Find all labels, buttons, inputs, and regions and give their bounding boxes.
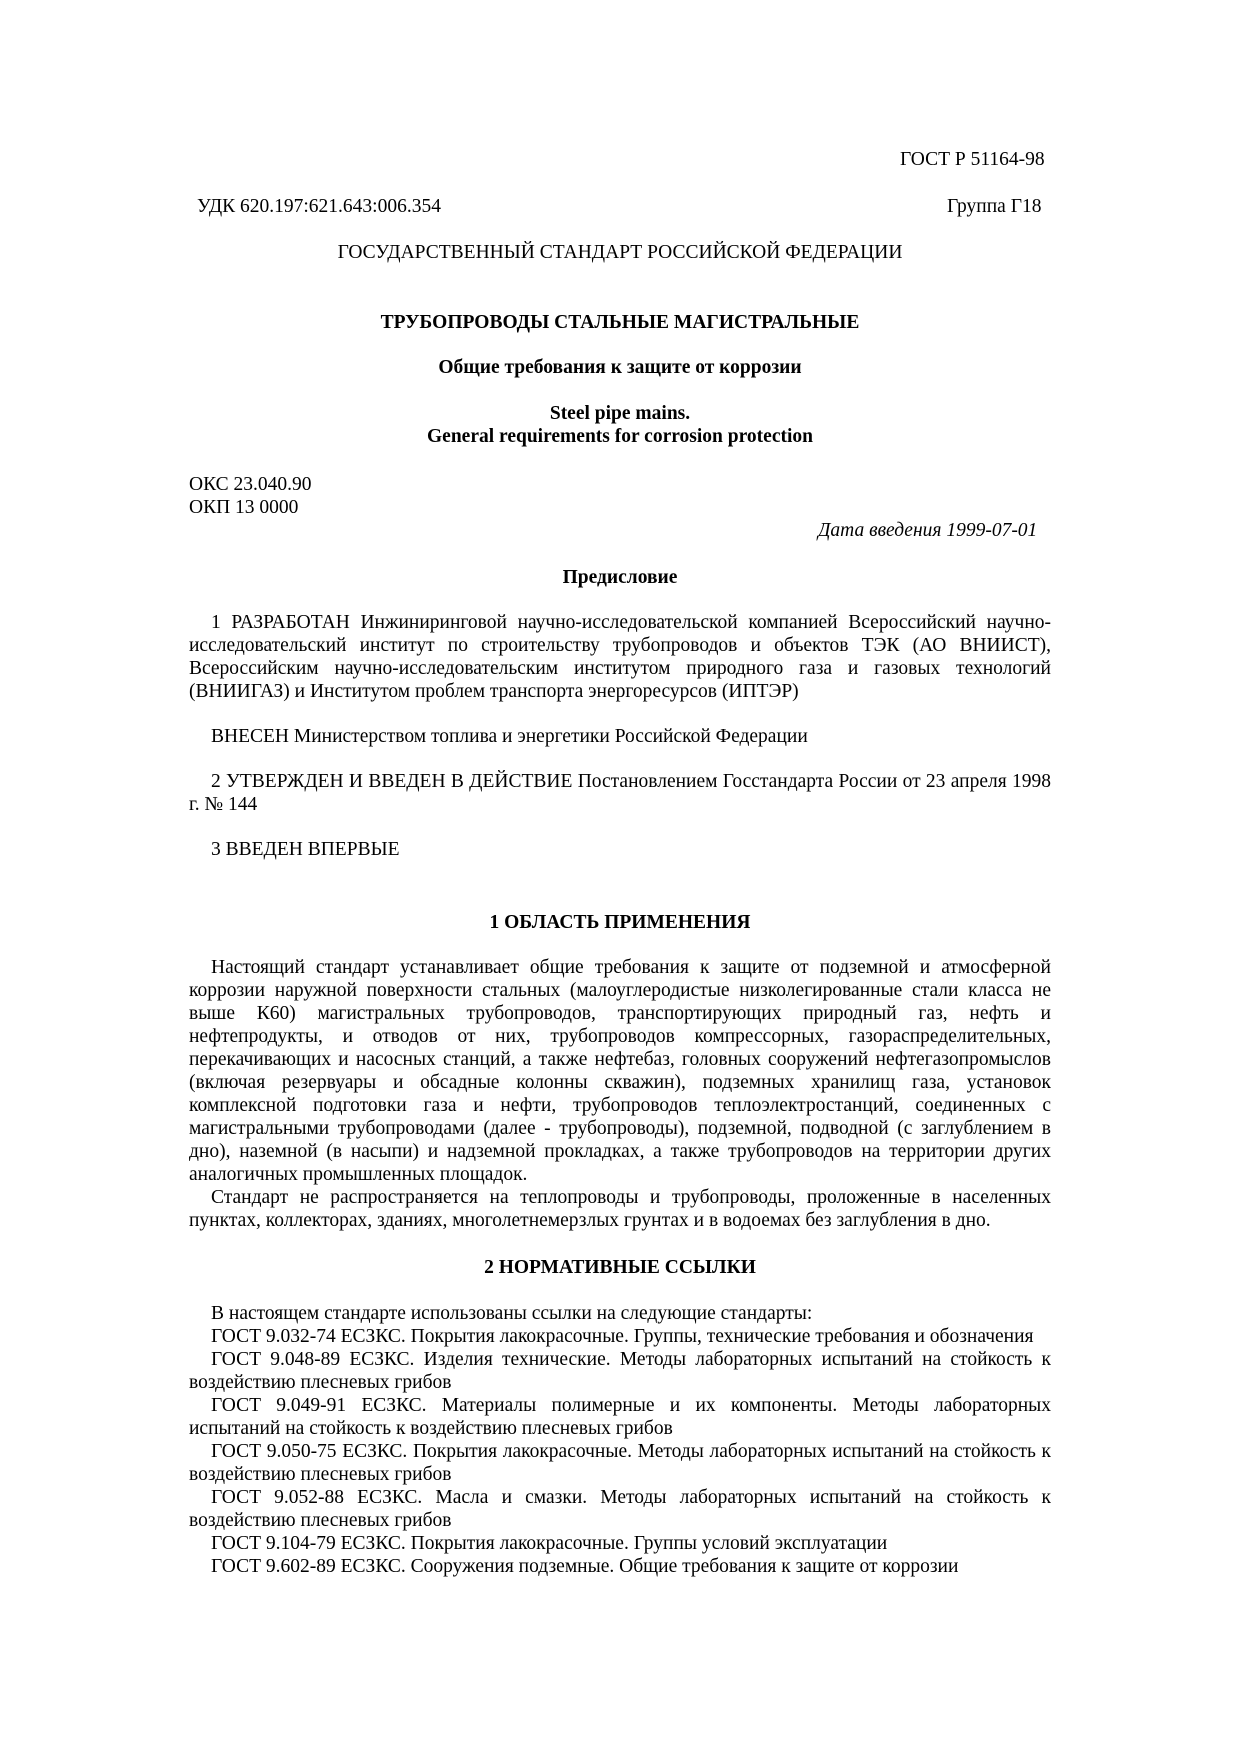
preface-body (189, 611, 1051, 861)
main-title: ТРУБОПРОВОДЫ СТАЛЬНЫЕ МАГИСТРАЛЬНЫЕ (380, 312, 860, 333)
standard-title: ГОСУДАРСТВЕННЫЙ СТАНДАРТ РОССИЙСКОЙ ФЕДЕРАЦИИ (337, 242, 903, 263)
preface-paragraph-approved: 2 УТВЕРЖДЕН И ВВЕДЕН В ДЕЙСТВИЕ Постановлением Госстандарта России от 23 апреля 1998 г. № 144 (189, 771, 1051, 815)
reference-item: ГОСТ 9.032-74 ЕСЗКС. Покрытия лакокрасочные. Группы, технические требования и обозначения (211, 1326, 1034, 1347)
section1-paragraph-scope: Настоящий стандарт устанавливает общие требования к защите от подземной и атмосферной коррозии наружной поверхности стальных (малоуглеродистые низколегированные стали класса не выше К60) магистральных трубопроводов, транспортирующих природный газ, нефть и нефтепродукты, и отводов от них, трубопроводов компрессорных, газораспределительных, перекачивающих и насосных станций, а также нефтебаз, головных сооружений нефтегазопромыслов (включая резервуары и обсадные колонны скважин), подземных хранилищ газа, установок комплексной подготовки газа и нефти, трубопроводов теплоэлектростанций, соединенных с магистральными трубопроводами (далее - трубопроводы), подземной, подводной (с заглублением в дно), наземной (в насыпи) и надземной прокладках, а также трубопроводов на территории других аналогичных промышленных площадок. (189, 957, 1051, 1185)
preface-paragraph-developed: 1 РАЗРАБОТАН Инжиниринговой научно-исследовательской компанией Всероссийский научно-исследовательский институт по строительству трубопроводов и объектов ТЭК (АО ВНИИСТ), Всероссийским научно-исследовательским институтом природного газа и газовых технологий (ВНИИГАЗ) и Институтом проблем транспорта энергоресурсов (ИПТЭР) (189, 612, 1051, 702)
preface-paragraph-first-introduced: 3 ВВЕДЕН ВПЕРВЫЕ (211, 839, 400, 860)
reference-item: ГОСТ 9.049-91 ЕСЗКС. Материалы полимерные и их компоненты. Методы лабораторных испытаний на стойкость к воздействию плесневых грибов (189, 1395, 1051, 1439)
preface-paragraph-submitted: ВНЕСЕН Министерством топлива и энергетики Российской Федерации (211, 726, 808, 747)
reference-item: ГОСТ 9.050-75 ЕСЗКС. Покрытия лакокрасочные. Методы лабораторных испытаний на стойкость к воздействию плесневых грибов (189, 1441, 1051, 1485)
subtitle-en-line1: Steel pipe mains. (549, 403, 691, 424)
reference-item: ГОСТ 9.602-89 ЕСЗКС. Сооружения подземные. Общие требования к защите от коррозии (211, 1556, 959, 1577)
okp-code: ОКП 13 0000 (189, 497, 299, 518)
subtitle-en-line2: General requirements for corrosion protection (427, 426, 813, 447)
reference-item: ГОСТ 9.052-88 ЕСЗКС. Масла и смазки. Методы лабораторных испытаний на стойкость к воздействию плесневых грибов (189, 1487, 1051, 1531)
group-code: Группа Г18 (947, 196, 1042, 217)
subtitle-ru: Общие требования к защите от коррозии (438, 357, 802, 378)
section1-paragraph-exclusions: Стандарт не распространяется на теплопроводы и трубопроводы, проложенные в населенных пунктах, коллекторах, зданиях, многолетнемерзлых грунтах и в водоемах без заглубления в дно. (189, 1187, 1051, 1231)
section1-body (189, 956, 1051, 1232)
preface-title: Предисловие (562, 567, 678, 588)
section2-title: 2 НОРМАТИВНЫЕ ССЫЛКИ (484, 1257, 756, 1278)
section1-title: 1 ОБЛАСТЬ ПРИМЕНЕНИЯ (489, 912, 751, 933)
reference-item: ГОСТ 9.048-89 ЕСЗКС. Изделия технические. Методы лабораторных испытаний на стойкость к воздействию плесневых грибов (189, 1349, 1051, 1393)
section2-body (189, 1302, 1051, 1578)
udk-code: УДК 620.197:621.643:006.354 (197, 196, 441, 217)
reference-item: ГОСТ 9.104-79 ЕСЗКС. Покрытия лакокрасочные. Группы условий эксплуатации (211, 1533, 888, 1554)
doc-code: ГОСТ Р 51164-98 (900, 149, 1045, 170)
oks-code: ОКС 23.040.90 (189, 474, 312, 495)
section2-intro: В настоящем стандарте использованы ссылки на следующие стандарты: (211, 1303, 813, 1324)
intro-date: Дата введения 1999-07-01 (818, 520, 1038, 541)
